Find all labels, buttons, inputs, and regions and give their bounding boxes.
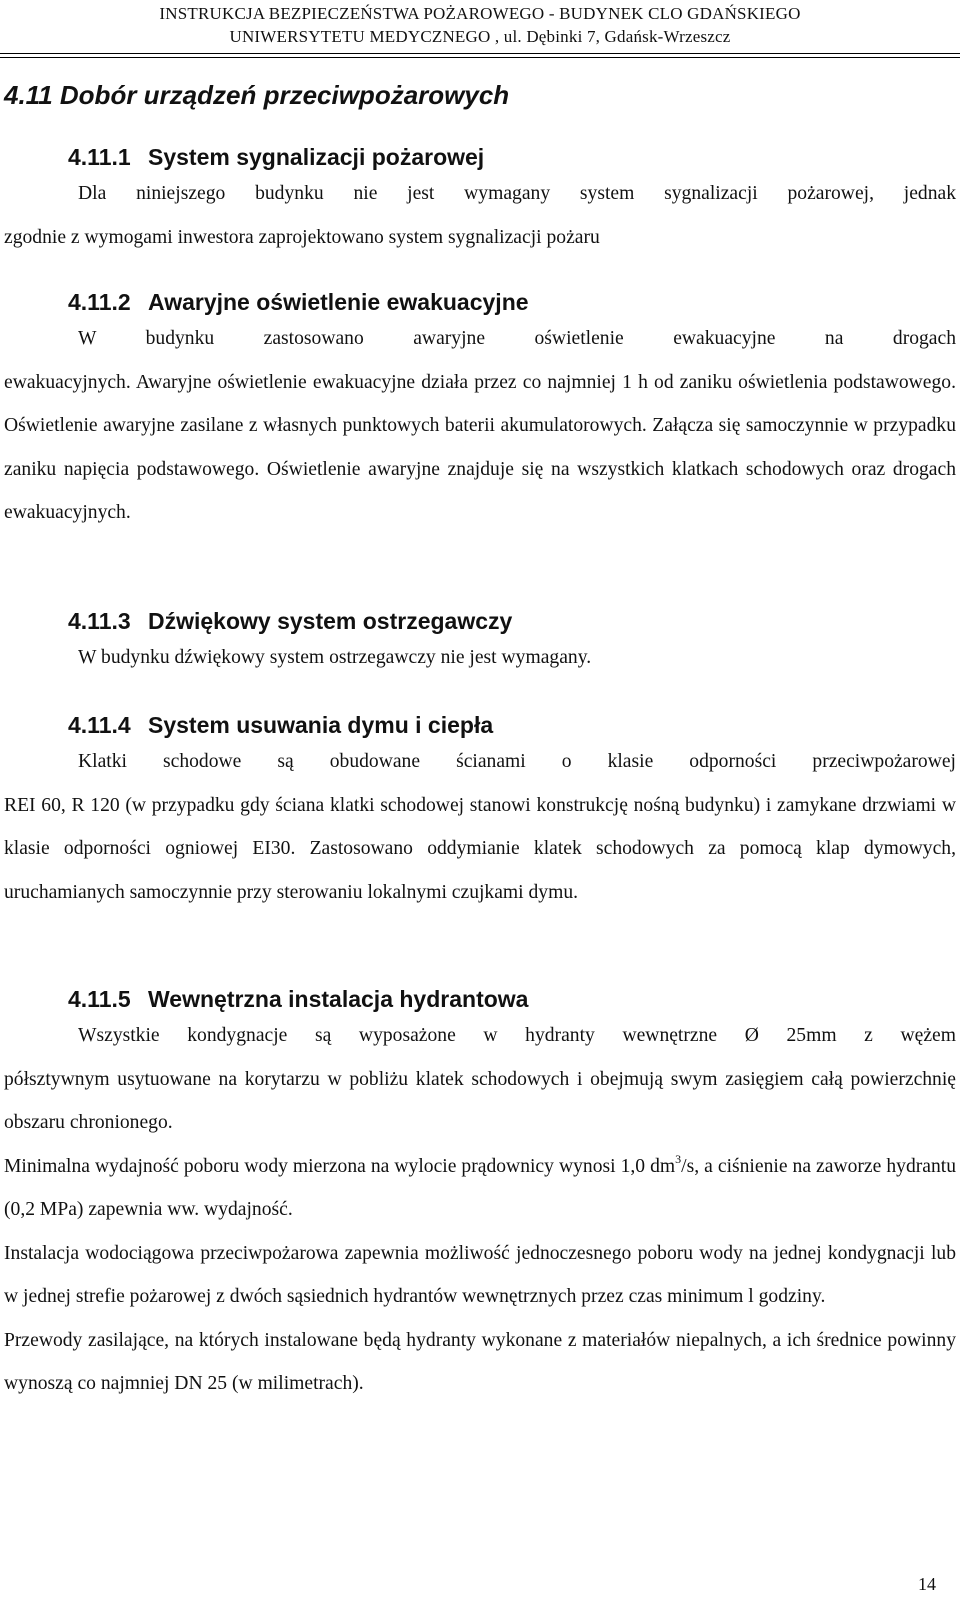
paragraph-text: zgodnie z wymogami inwestora zaprojektowano system sygnalizacji pożaru [4,227,600,248]
section-title: System usuwania dymu i ciepła [148,712,494,738]
paragraph-first-line: Dla niniejszego budynku nie jest wymagany system sygnalizacji pożarowej, jednak [78,183,956,204]
page-header [0,2,960,48]
paragraph-text: ewakuacyjnych. Awaryjne oświetlenie ewakuacyjne działa przez co najmniej 1 h od zaniku oświetlenia podstawowego. Oświetlenie awaryjne zasilane z własnych punktowych baterii akumulatorowych. Załącza się samoczynnie w przypadku zaniku napięcia podstawowego. Oświetlenie awaryjne znajduje się na wszystkich klatkach schodowych oraz drogach ewakuacyjnych. [4,371,956,524]
paragraph-first-line: W budynku zastosowano awaryjne oświetlenie ewakuacyjne na drogach [78,328,956,349]
superscript: 3 [675,1151,682,1166]
paragraph-first-line: Klatki schodowe są obudowane ścianami o klasie odporności przeciwpożarowej [78,751,956,772]
section-title: System sygnalizacji pożarowej [148,144,485,170]
header-line-2: UNIWERSYTETU MEDYCZNEGO , ul. Dębinki 7, Gdańsk-Wrzeszcz [229,27,731,46]
section-paragraph [0,317,960,535]
section-number: 4.11.5 [68,986,131,1012]
section-paragraph-1 [0,1014,960,1145]
header-rule [0,53,960,58]
paragraph-text-a: Minimalna wydajność poboru wody mierzona na wylocie prądownicy wynosi 1,0 dm [4,1155,676,1177]
header-line-1: INSTRUKCJA BEZPIECZEŃSTWA POŻAROWEGO - BUDYNEK CLO GDAŃSKIEGO [159,4,801,23]
section-4-11-1 [0,142,960,260]
paragraph-first-line: Wszystkie kondygnacje są wyposażone w hydranty wewnętrzne Ø 25mm z wężem [78,1025,956,1046]
paragraph-text: półsztywnym usytuowane na korytarzu w pobliżu klatek schodowych i obejmują swym zasięgiem całą powierzchnię obszaru chronionego. [4,1068,956,1133]
section-heading [0,984,960,1014]
paragraph-text: REI 60, R 120 (w przypadku gdy ściana klatki schodowej stanowi konstrukcję nośną budynku) i zamykane drzwiami w klasie odporności ogniowej EI30. Zastosowano oddymianie klatek schodowych za pomocą klap dymowych, uruchamianych samoczynnie przy sterowaniu lokalnymi czujkami dymu. [4,794,956,903]
section-number: 4.11.1 [68,144,131,170]
section-4-11-5 [0,984,960,1406]
section-title: Awaryjne oświetlenie ewakuacyjne [148,289,529,315]
section-title: Dźwiękowy system ostrzegawczy [148,608,513,634]
section-heading [0,142,960,172]
section-paragraph [0,172,960,260]
section-paragraph-3: Instalacja wodociągowa przeciwpożarowa zapewnia możliwość jednoczesnego poboru wody na jednej kondygnacji lub w jednej strefie pożarowej z dwóch sąsiednich hydrantów wewnętrznych przez czas minimum l godziny. [4,1242,956,1307]
section-paragraph: W budynku dźwiękowy system ostrzegawczy nie jest wymagany. [78,647,592,668]
section-paragraph [0,740,960,914]
section-4-11-3 [0,606,960,680]
section-number: 4.11.3 [68,608,131,634]
paragraph-text-b: /s, a ciśnienie na zaworze hydrantu (0,2 MPa) zapewnia ww. wydajność. [4,1155,956,1220]
section-paragraph-2 [0,1145,960,1232]
section-number: 4.11.4 [68,712,131,738]
section-heading [0,606,960,636]
section-heading [0,287,960,317]
chapter-title: 4.11 Dobór urządzeń przeciwpożarowych [4,80,510,110]
section-4-11-2 [0,287,960,535]
section-number: 4.11.2 [68,289,131,315]
section-title: Wewnętrzna instalacja hydrantowa [148,986,529,1012]
section-paragraph-4: Przewody zasilające, na których instalowane będą hydranty wykonane z materiałów niepalnych, a ich średnice powinny wynoszą co najmniej DN 25 (w milimetrach). [4,1329,956,1394]
page-number: 14 [918,1574,936,1594]
section-4-11-4 [0,710,960,914]
section-heading [0,710,960,740]
